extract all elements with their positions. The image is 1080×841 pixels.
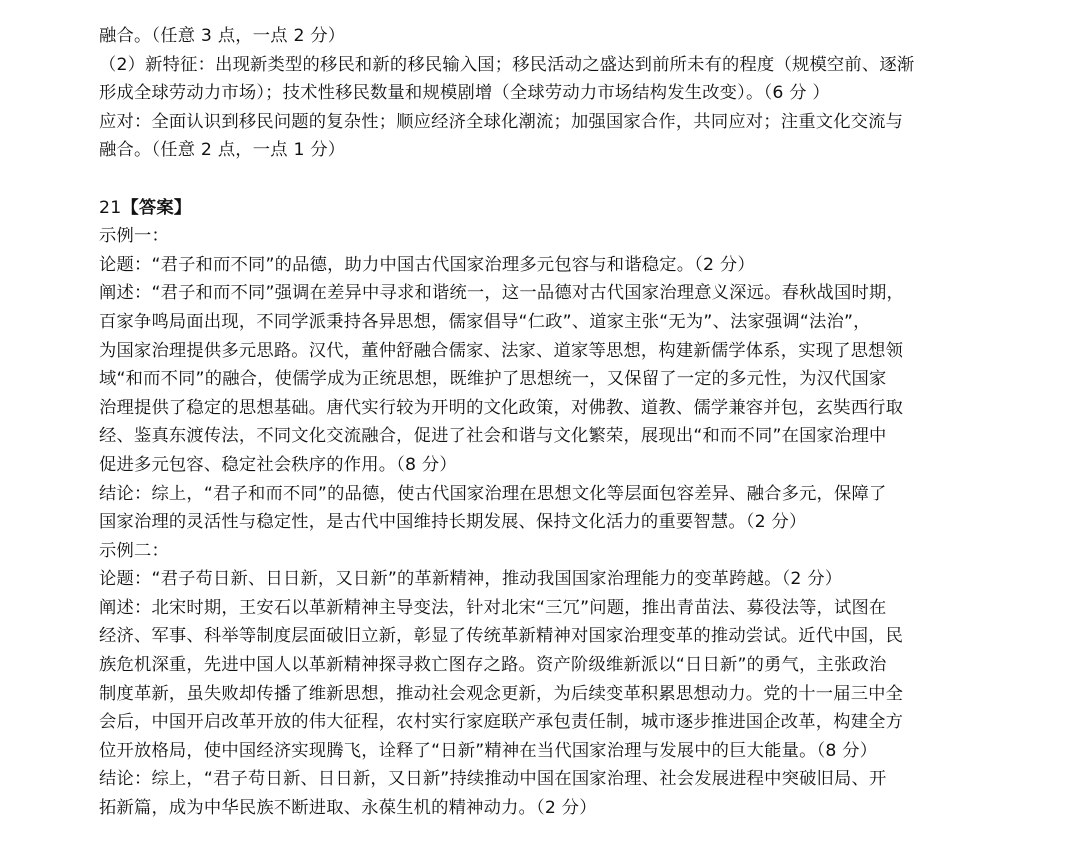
section-top — [99, 22, 991, 165]
text-line: 促进多元包容、稳定社会秩序的作用。（8 分） — [99, 454, 457, 475]
example-one — [99, 222, 991, 537]
text-line: 经、鉴真东渡传法，不同文化交流融合，促进了社会和谐与文化繁荣，展现出“和而不同”在国家治理中 — [99, 426, 887, 447]
example-title: 示例二： — [99, 540, 169, 561]
text-line: 应对：全面认识到移民问题的复杂性；顺应经济全球化潮流；加强国家合作，共同应对；注重文化交流与 — [99, 111, 904, 132]
spacer — [99, 165, 991, 194]
text-line: 论题：“君子和而不同”的品德，助力中国古代国家治理多元包容与和谐稳定。（2 分） — [99, 254, 755, 275]
text-line: 结论：综上，“君子和而不同”的品德，使古代国家治理在思想文化等层面包容差异、融合多元，保障了 — [99, 483, 887, 504]
text-line: 阐述：北宋时期，王安石以革新精神主导变法，针对北宋“三冗”问题，推出青苗法、募役法等，试图在 — [99, 597, 887, 618]
text-line: 治理提供了稳定的思想基础。唐代实行较为开明的文化政策，对佛教、道教、儒学兼容并包，玄奘西行取 — [99, 397, 904, 418]
text-line: （2）新特征：出现新类型的移民和新的移民输入国；移民活动之盛达到前所未有的程度（规模空前、逐渐 — [99, 54, 915, 75]
text-line: 会后，中国开启改革开放的伟大征程，农村实行家庭联产承包责任制，城市逐步推进国企改革，构建全方 — [99, 712, 904, 733]
text-line: 论题：“君子苟日新、日日新，又日新”的革新精神，推动我国国家治理能力的变革跨越。（2 分） — [99, 569, 843, 590]
text-line: 为国家治理提供多元思路。汉代，董仲舒融合儒家、法家、道家等思想，构建新儒学体系，实现了思想领 — [99, 340, 904, 361]
text-line: 族危机深重，先进中国人以革新精神探寻救亡图存之路。资产阶级维新派以“日日新”的勇气，主张政治 — [99, 655, 887, 676]
text-line: 形成全球劳动力市场）；技术性移民数量和规模剧增（全球劳动力市场结构发生改变）。（6 分 ） — [99, 83, 830, 104]
text-line: 国家治理的灵活性与稳定性，是古代中国维持长期发展、保持文化活力的重要智慧。（2 分） — [99, 512, 807, 533]
text-line: 拓新篇，成为中华民族不断进取、永葆生机的精神动力。（2 分） — [99, 798, 597, 819]
example-two — [99, 537, 991, 823]
text-line: 百家争鸣局面出现，不同学派秉持各异思想，儒家倡导“仁政”、道家主张“无为”、法家强调“法治”， — [99, 311, 871, 332]
text-line: 经济、军事、科举等制度层面破旧立新，彰显了传统革新精神对国家治理变革的推动尝试。近代中国，民 — [99, 626, 904, 647]
text-line: 制度革新，虽失败却传播了维新思想，推动社会观念更新，为后续变革积累思想动力。党的十一届三中全 — [99, 683, 904, 704]
text-line: 位开放格局，使中国经济实现腾飞，诠释了“日新”精神在当代国家治理与发展中的巨大能量。（8 分） — [99, 740, 878, 761]
text-line: 融合。（任意 3 点，一点 2 分） — [99, 26, 346, 46]
question-number: 21 — [99, 197, 122, 218]
document-page — [99, 22, 991, 823]
example-title: 示例一： — [99, 226, 169, 247]
text-line: 结论：综上，“君子苟日新、日日新，又日新”持续推动中国在国家治理、社会发展进程中突破旧局、开 — [99, 769, 887, 790]
answer-label: 【答案】 — [121, 197, 192, 218]
text-line: 域“和而不同”的融合，使儒学成为正统思想，既维护了思想统一，又保留了一定的多元性，为汉代国家 — [99, 369, 887, 390]
text-line: 融合。（任意 2 点，一点 1 分） — [99, 140, 346, 161]
text-line: 阐述：“君子和而不同”强调在差异中寻求和谐统一，这一品德对古代国家治理意义深远。春秋战国时期， — [99, 283, 904, 304]
answer-heading — [99, 194, 991, 223]
